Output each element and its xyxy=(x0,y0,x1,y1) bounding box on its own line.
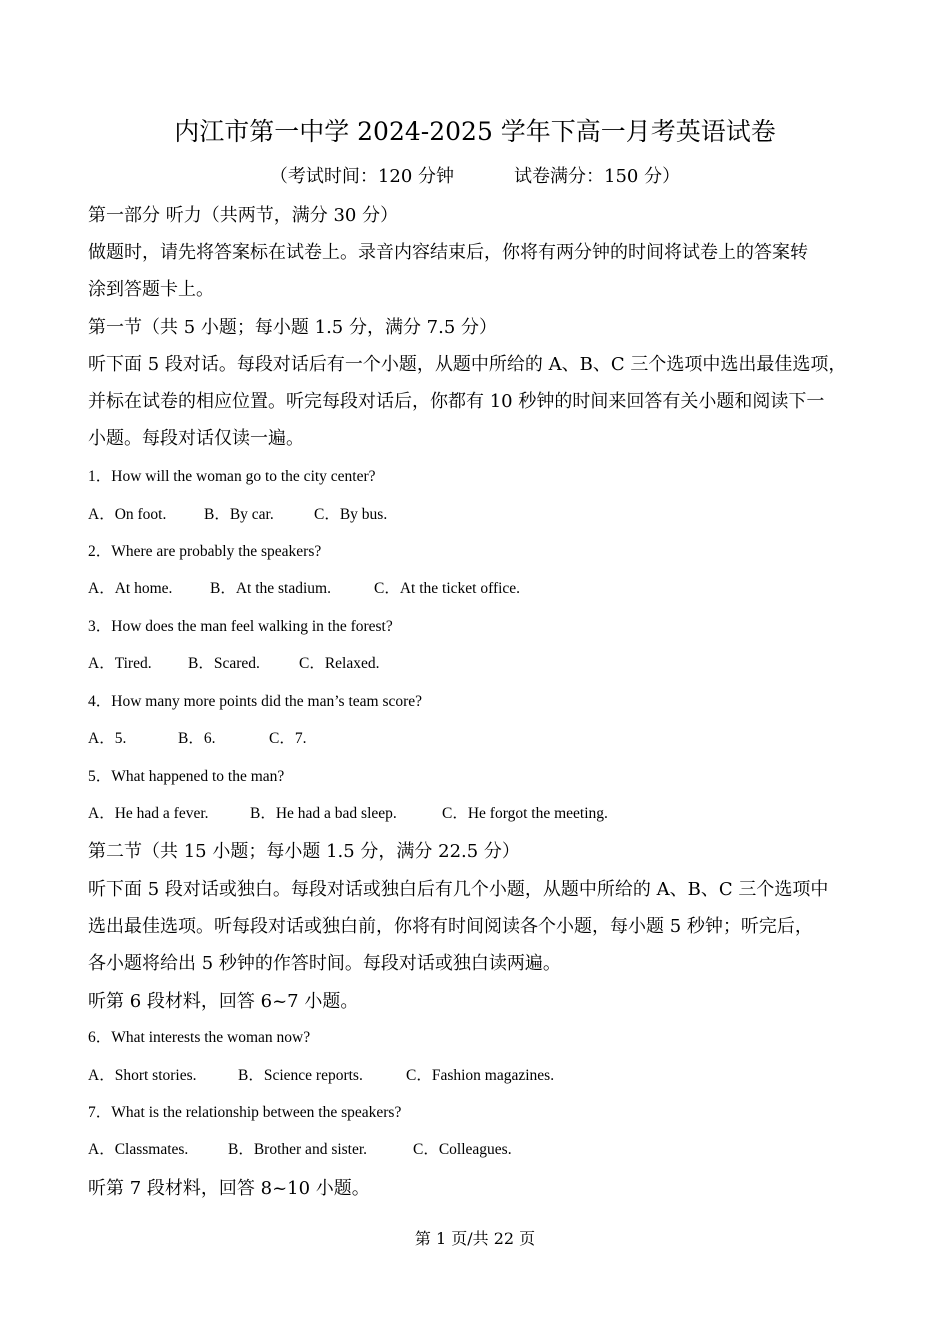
question-3-stem: 3．How does the man feel walking in the forest? xyxy=(88,618,393,635)
option-b: B．Scared. xyxy=(188,655,260,672)
part1-instruction-line1: 做题时，请先将答案标在试卷上。录音内容结束后，你将有两分钟的时间将试卷上的答案转 xyxy=(88,242,808,263)
material-7-heading: 听第 7 段材料，回答 8~10 小题。 xyxy=(88,1178,370,1199)
option-c: C．At the ticket office. xyxy=(374,580,521,597)
part1-instruction-line2: 涂到答题卡上。 xyxy=(88,279,214,300)
exam-title: 内江市第一中学 2024-2025 学年下高一月考英语试卷 xyxy=(174,117,776,146)
question-6-options xyxy=(88,1063,554,1085)
question-3-options xyxy=(88,651,380,673)
option-a: A．At home. xyxy=(88,580,173,597)
section1-instruction-line2: 并标在试卷的相应位置。听完每段对话后，你都有 10 秒钟的时间来回答有关小题和阅读下一 xyxy=(88,391,825,412)
option-c: C．By bus. xyxy=(314,506,388,523)
question-6-stem: 6．What interests the woman now? xyxy=(88,1029,311,1046)
question-2-options xyxy=(88,576,520,598)
question-2-stem: 2．Where are probably the speakers? xyxy=(88,543,322,560)
question-5-stem: 5．What happened to the man? xyxy=(88,768,285,785)
option-b: B．At the stadium. xyxy=(210,580,331,597)
option-b: B．Science reports. xyxy=(238,1067,363,1084)
option-a: A．5. xyxy=(88,730,127,747)
question-7-options xyxy=(88,1137,512,1159)
exam-info xyxy=(0,162,950,188)
question-1-stem: 1．How will the woman go to the city center? xyxy=(88,468,376,485)
exam-time: （考试时间：120 分钟 xyxy=(269,166,454,187)
option-c: C．7. xyxy=(269,730,307,747)
question-4-options xyxy=(88,726,306,748)
material-6-heading: 听第 6 段材料，回答 6~7 小题。 xyxy=(88,991,359,1012)
option-b: B．Brother and sister. xyxy=(228,1141,368,1158)
section2-instruction-line2: 选出最佳选项。听每段对话或独白前，你将有时间阅读各个小题，每小题 5 秒钟；听完后， xyxy=(88,916,813,937)
section1-instruction-line3: 小题。每段对话仅读一遍。 xyxy=(88,428,304,449)
option-c: C．Fashion magazines. xyxy=(406,1067,555,1084)
option-a: A．On foot. xyxy=(88,506,167,523)
option-a: A．Short stories. xyxy=(88,1067,197,1084)
section2-instruction-line1: 听下面 5 段对话或独白。每段对话或独白后有几个小题，从题中所给的 A、B、C 三个选项中 xyxy=(88,879,829,900)
part1-heading: 第一部分 听力（共两节，满分 30 分） xyxy=(88,205,399,226)
option-b: B．He had a bad sleep. xyxy=(250,805,397,822)
section1-heading: 第一节（共 5 小题；每小题 1.5 分，满分 7.5 分） xyxy=(88,317,498,338)
section2-heading: 第二节（共 15 小题；每小题 1.5 分，满分 22.5 分） xyxy=(88,841,520,862)
option-c: C．Colleagues. xyxy=(413,1141,512,1158)
full-score: 试卷满分：150 分） xyxy=(514,166,681,187)
page-footer: 第 1 页/共 22 页 xyxy=(414,1229,536,1248)
question-5-options xyxy=(88,801,608,823)
option-b: B．6. xyxy=(178,730,216,747)
option-b: B．By car. xyxy=(204,506,274,523)
option-c: C．Relaxed. xyxy=(299,655,380,672)
question-4-stem: 4．How many more points did the man’s team score? xyxy=(88,693,423,710)
question-7-stem: 7．What is the relationship between the speakers? xyxy=(88,1104,402,1121)
option-c: C．He forgot the meeting. xyxy=(442,805,608,822)
section1-instruction-line1: 听下面 5 段对话。每段对话后有一个小题，从题中所给的 A、B、C 三个选项中选出最佳选项， xyxy=(88,354,847,375)
option-a: A．Classmates. xyxy=(88,1141,189,1158)
option-a: A．He had a fever. xyxy=(88,805,209,822)
option-a: A．Tired. xyxy=(88,655,152,672)
section2-instruction-line3: 各小题将给出 5 秒钟的作答时间。每段对话或独白读两遍。 xyxy=(88,953,561,974)
question-1-options xyxy=(88,502,387,524)
